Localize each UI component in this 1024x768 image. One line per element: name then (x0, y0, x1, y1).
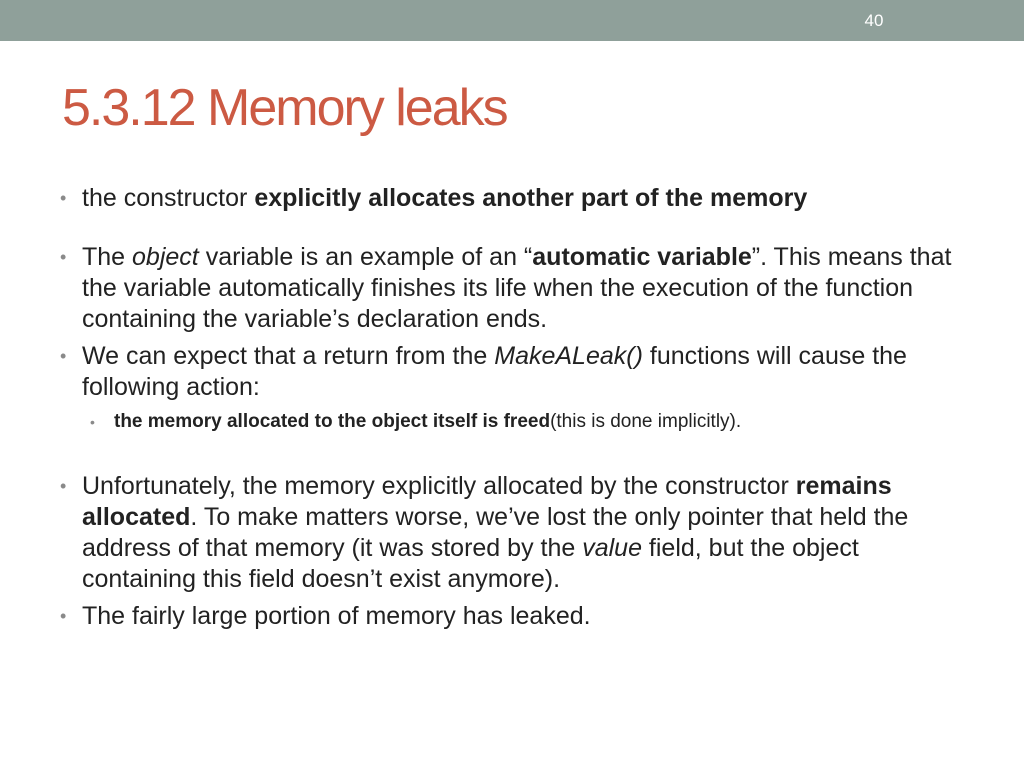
bullet-text: The fairly large portion of memory has leaked. (82, 602, 591, 630)
bullet-italic-text: object (132, 243, 199, 271)
bullet-bold-text: remains allocated (82, 472, 892, 531)
slide-title: 5.3.12 Memory leaks (62, 79, 507, 137)
bullet-text: variable is an example of an “ (198, 243, 533, 271)
bullet-text: Unfortunately, the memory explicitly allocated by the constructor (82, 472, 796, 500)
sub-bullet-memory-freed (114, 409, 960, 435)
bullet-italic-text: value (582, 534, 642, 562)
bullet-text: We can expect that a return from the (82, 342, 495, 370)
bullet-bold-text: automatic variable (532, 243, 752, 271)
slide-content (60, 183, 960, 632)
bullet-text: ”. This means that the variable automatically finishes its life when the execution of the function containing the variable’s declaration ends. (82, 243, 952, 333)
bullet-bold-text: explicitly allocates another part of the memory (254, 184, 808, 212)
bullet-italic-text: MakeALeak() (494, 342, 643, 370)
sub-bullet-text: (this is done implicitly). (550, 411, 742, 432)
bullet-text: functions will cause the following action: (82, 342, 907, 401)
bullet-text: . To make matters worse, we’ve lost the only pointer that held the address of that memory (it was stored by the (82, 503, 909, 562)
bullet-text: The (82, 243, 133, 271)
bullet-return-makealeak (60, 341, 960, 403)
bullet-memory-leaked (60, 601, 960, 632)
bullet-constructor-allocates (60, 183, 960, 214)
bullet-remains-allocated (60, 471, 960, 595)
header-bar (0, 0, 1024, 41)
bullet-text: field, but the object containing this field doesn’t exist anymore). (82, 534, 859, 593)
bullet-automatic-variable (60, 242, 960, 335)
sub-bullet-bold-text: the memory allocated to the object itself is freed (114, 411, 551, 432)
bullet-text: the constructor (82, 184, 255, 212)
page-number: 40 (864, 11, 884, 30)
